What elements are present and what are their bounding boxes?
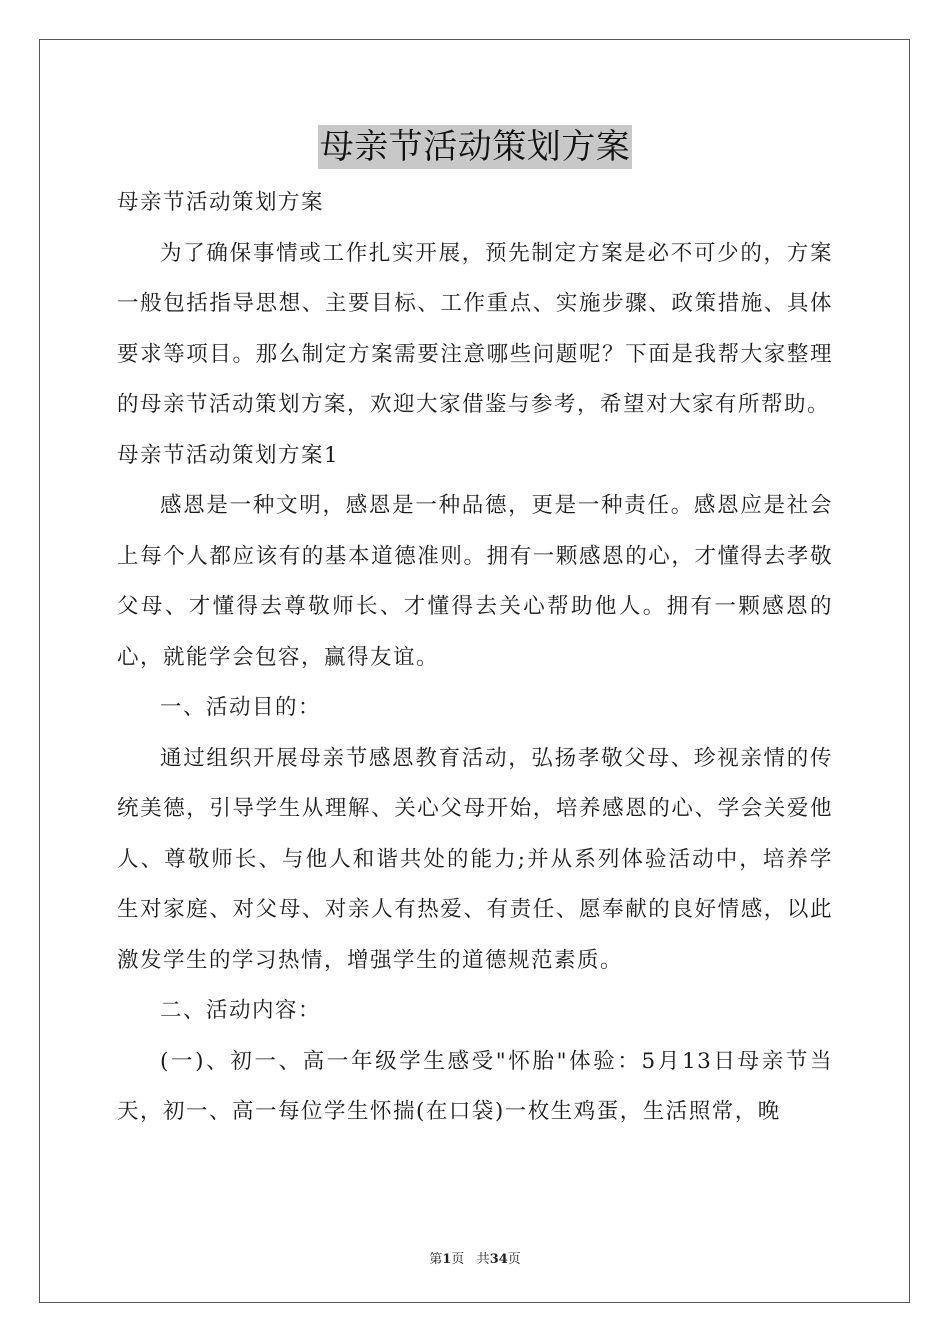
paragraph: 为了确保事情或工作扎实开展，预先制定方案是必不可少的，方案一般包括指导思想、主要目标、工作重点、实施步骤、政策措施、具体要求等项目。那么制定方案需要注意哪些问题呢？下面是我帮大家整理的母亲节活动策划方案，欢迎大家借鉴与参考，希望对大家有所帮助。	[117, 240, 833, 417]
paragraph: 母亲节活动策划方案	[117, 190, 325, 215]
paragraph: 通过组织开展母亲节感恩教育活动，弘扬孝敬父母、珍视亲情的传统美德，引导学生从理解、关心父母开始，培养感恩的心、学会关爱他人、尊敬师长、与他人和谐共处的能力;并从系列体验活动中，培养学生对家庭、对父母、对亲人有热爱、有责任、愿奉献的良好情感，以此激发学生的学习热情，增强学生的道德规范素质。	[117, 745, 833, 973]
page-current: 1	[442, 1252, 452, 1267]
total-prefix: 共	[476, 1252, 490, 1267]
paragraph: 母亲节活动策划方案1	[117, 442, 340, 468]
section-heading: 一、活动目的：	[160, 695, 322, 720]
page-total: 34	[489, 1252, 508, 1267]
paragraph: (一)、初一、高一年级学生感受"怀胎"体验：5月13日母亲节当天，初一、高一每位学生怀揣(在口袋)一枚生鸡蛋，生活照常，晚	[117, 1048, 833, 1124]
section-heading: 二、活动内容：	[160, 998, 322, 1023]
total-unit: 页	[507, 1252, 521, 1267]
title-container	[0, 125, 950, 169]
page-unit: 页	[451, 1252, 465, 1267]
document-body	[117, 178, 833, 1138]
page-footer	[0, 1248, 950, 1267]
page-prefix: 第	[429, 1252, 443, 1267]
paragraph: 感恩是一种文明，感恩是一种品德，更是一种责任。感恩应是社会上每个人都应该有的基本道德准则。拥有一颗感恩的心，才懂得去孝敬父母、才懂得去尊敬师长、才懂得去关心帮助他人。拥有一颗感恩的心，就能学会包容，赢得友谊。	[117, 493, 833, 670]
document-title: 母亲节活动策划方案	[319, 127, 631, 167]
